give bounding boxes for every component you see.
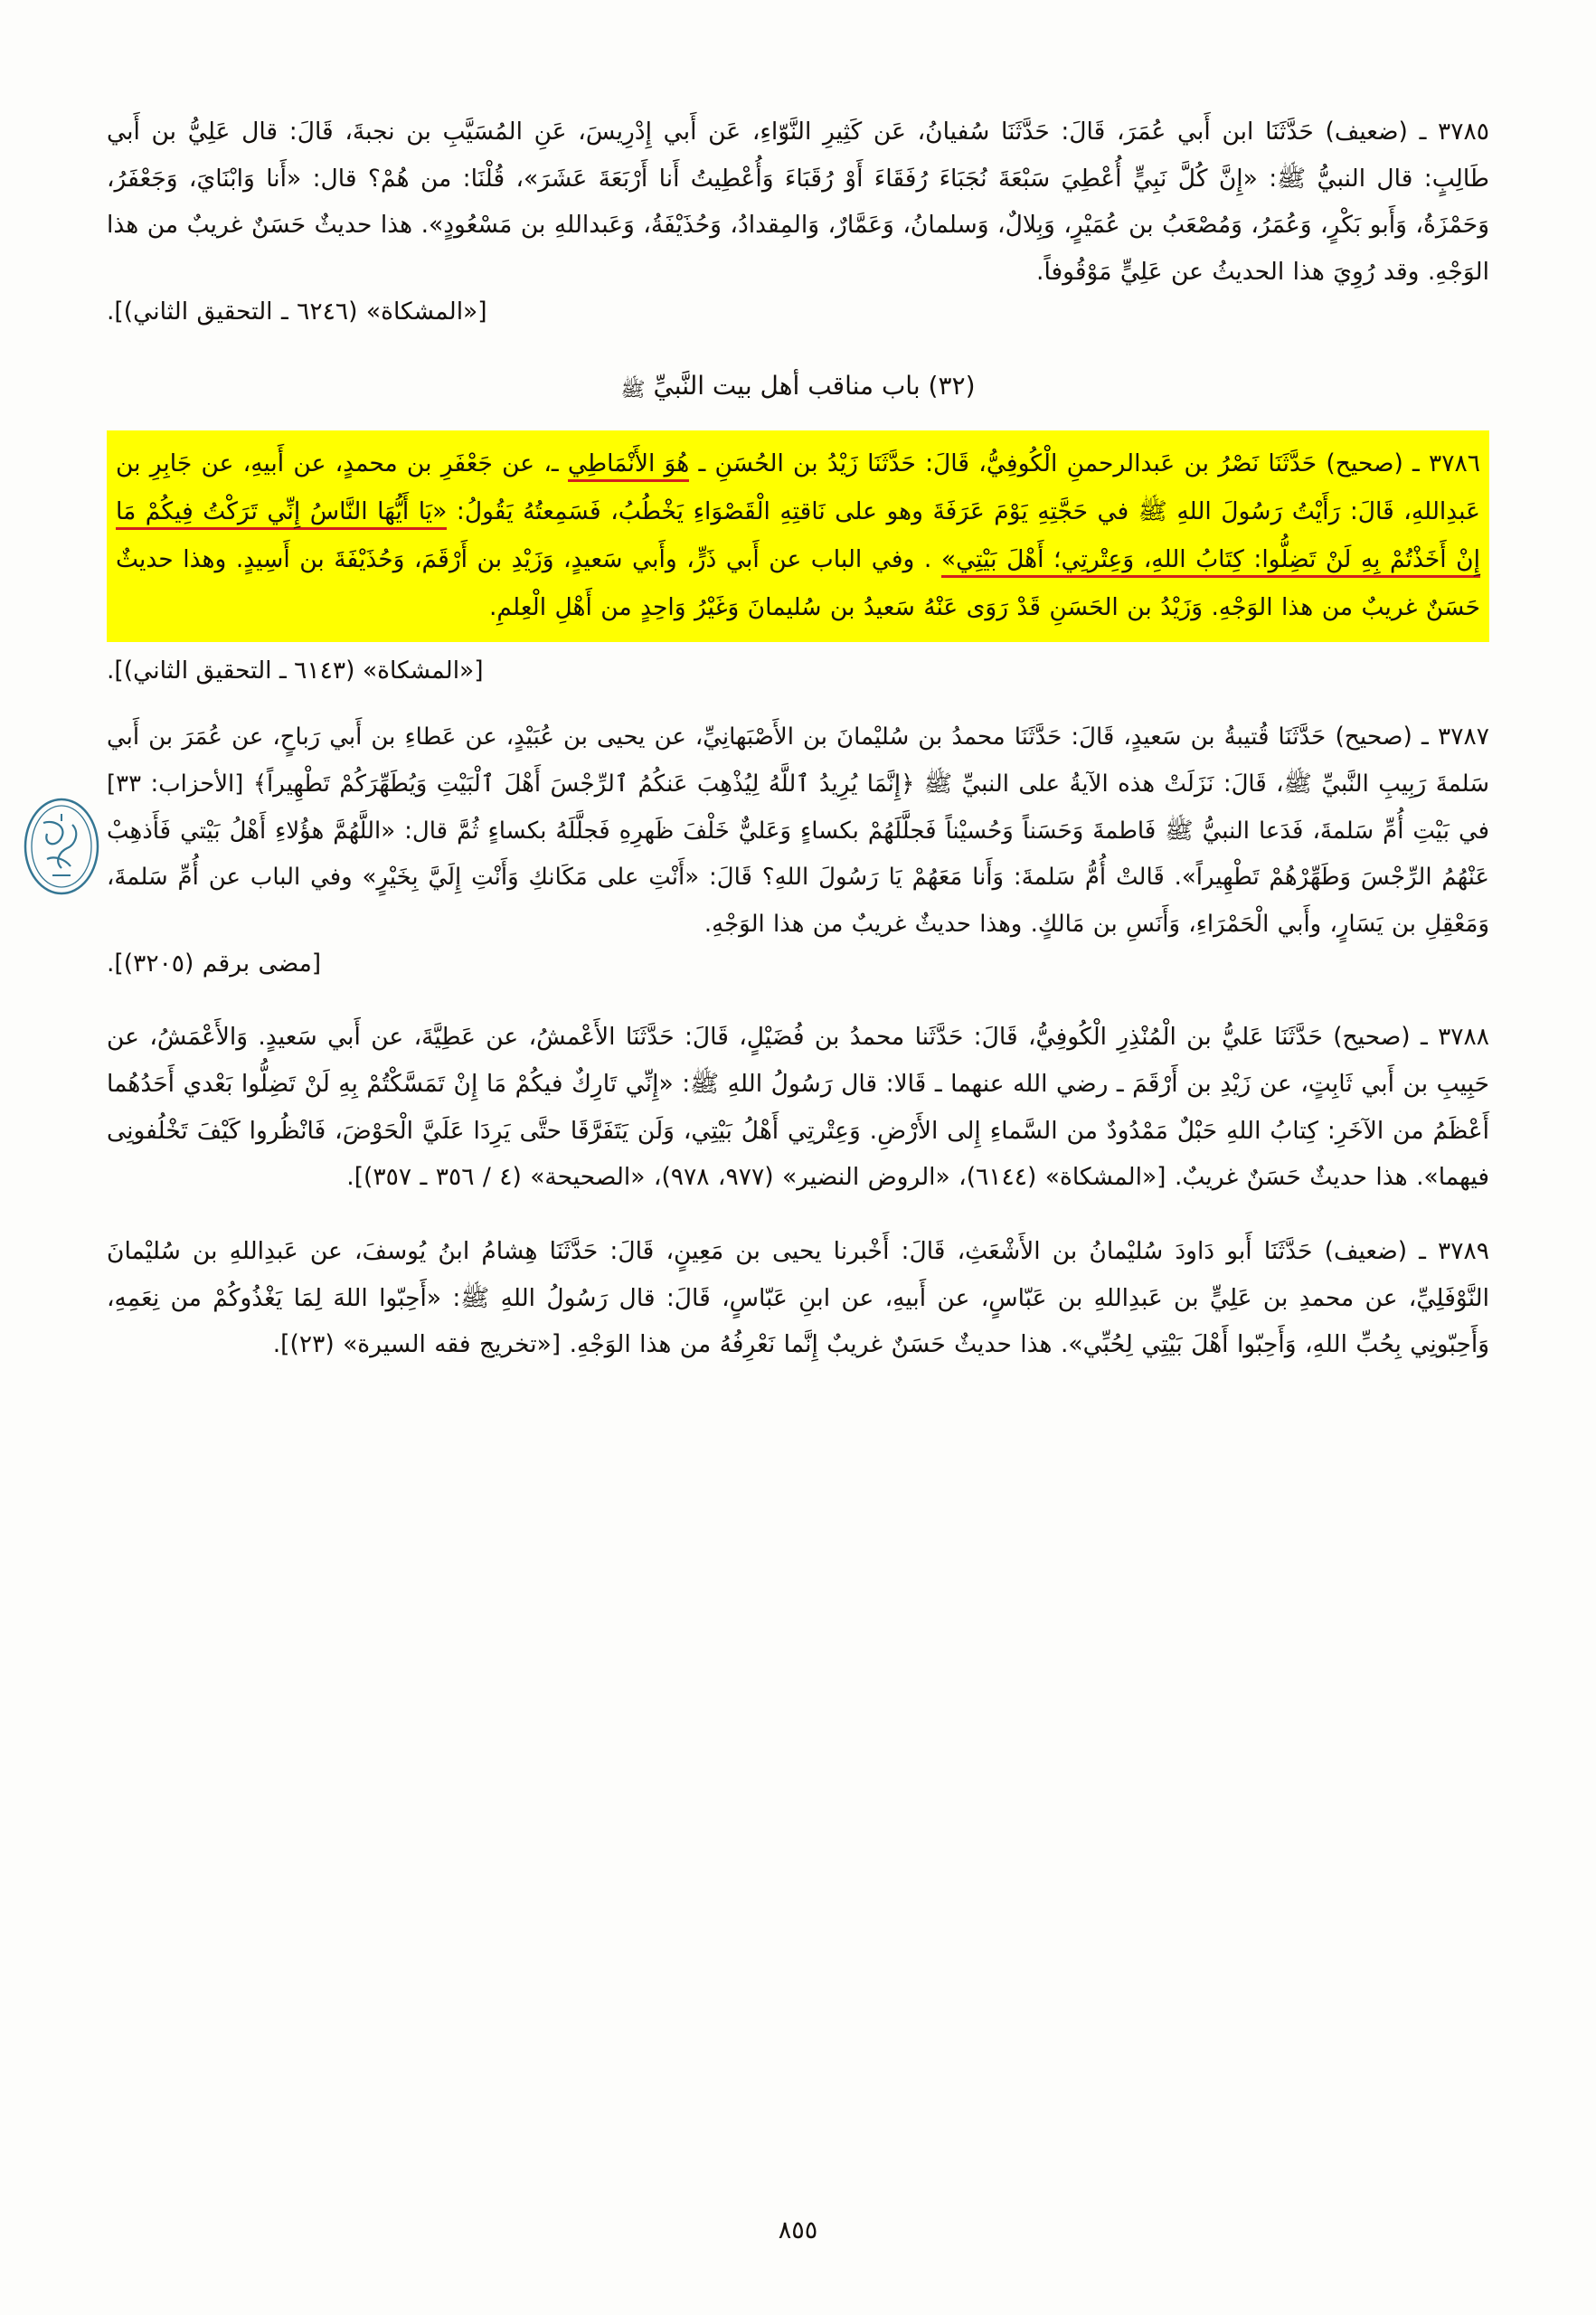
red-underlined-text-2: «يَا أَيُّهَا النَّاسُ إِنِّي تَرَكْتُ فِيكُمْ مَا إِنْ أَخَذْتُمْ بِهِ لَنْ تَضِلُّوا: كِتَابُ اللهِ، وَعِتْرتِي؛ أَهْلَ بَيْتِي» [116,497,1480,578]
hadith-text: حَدَّثَنَا عَليُّ بن الْمُنْذِرِ الْكُوفِيُّ، قَالَ: حَدَّثَنا محمدُ بن فُضَيْلٍ، قَالَ: حَدَّثَنَا الأَعْمشُ، عن عَطِيَّةَ، عن أَبي سَعيدٍ. وَالأَعْمَشُ، عن حَبِيبِ بن أَبي ثَابِتٍ، عن زَيْدِ بن أَرْقَمَ ـ رضي الله عنهما ـ قَالا: قال رَسُولُ اللهِ ﷺ: «إِنِّي تَارِكٌ فيكُمْ مَا إِنْ تَمَسَّكْتُمْ بِهِ لَنْ تَضِلُّوا بَعْدي أَحَدُهُما أَعْظَمُ من الآخَرِ: كِتابُ اللهِ حَبْلٌ مَمْدُودٌ من السَّماءِ إِلى الأَرْضِ. وَعِتْرتِي أَهْلُ بَيْتِي، وَلَن يَتَفَرَّقَا حتَّى يَرِدَا عَلَيَّ الْحَوْضَ، فَانْظُروا كَيْفَ تَخْلُفونِى فيهما». هذا حديثٌ حَسَنٌ غريبٌ. [107,1023,1489,1192]
hadith-entry [107,109,1489,335]
hadith-text: حَدَّثَنَا قُتيبةُ بن سَعيدٍ، قَالَ: حَدَّثَنَا محمدُ بن سُليْمانَ بن الأَصْبَهانِيِّ، عن يحيى بن عُبَيْدٍ، عن عَطاءِ بن أَبي رَباحٍ، عن عُمَرَ بن أَبي سَلمةَ رَبِيبِ النَّبيِّ ﷺ، قَالَ: نَزَلَتْ هذه الآيةُ على النبيِّ ﷺ ﴿إِنَّمَا يُرِيدُ ٱللَّهُ لِيُذْهِبَ عَنكُمُ ٱلرِّجْسَ أَهْلَ ٱلْبَيْتِ وَيُطَهِّرَكُمْ تَطْهِيراً﴾ [الأحزاب: ٣٣] في بَيْتِ أُمِّ سَلمةَ، فَدَعا النبيُّ ﷺ فَاطمةَ وَحَسَناً وَحُسيْناً فَجلَّلَهُمْ بكساءٍ وَعَليٌّ خَلْفَ ظَهرِهِ فَجلَّلَهُ بكساءٍ ثُمَّ قال: «اللَّهُمَّ هؤُلاءِ أَهْلُ بَيْتي فَأَذهِبْ عَنْهُمُ الرِّجْسَ وَطَهِّرْهُمْ تَطْهِيراً». قَالتْ أُمُّ سَلمةَ: وَأَنا مَعَهُمْ يَا رَسُولَ اللهِ؟ قَالَ: «أَنْتِ على مَكَانكِ وَأَنْتِ إِلَيَّ بِخَيْرٍ» وفي الباب عن أُمِّ سَلمةَ، وَمَعْقِلِ بن يَسَارٍ، وأَبي الْحَمْرَاءِ، وَأَنَسِ بن مَالكٍ. وهذا حديثٌ غريبٌ من هذا الوَجْهِ. [107,723,1489,938]
page-content [107,109,1489,1395]
waqf-seal-stamp [20,796,103,897]
hadith-text: حَدَّثَنَا ابن أَبي عُمَرَ، قَالَ: حَدَّثَنَا سُفيانُ، عَن كَثِيرِ النَّوّاءِ، عَن أَبي إِدْرِيسَ، عَنِ المُسَيَّبِ بن نجبةَ، قَالَ: قال عَلِيُّ بن أَبي طَالِبٍ: قال النبيُّ ﷺ: «إِنَّ كُلَّ نَبِيٍّ أُعْطِيَ سَبْعَةَ نُجَبَاءَ رُفَقَاءَ أَوْ رُقَبَاءَ وَأُعْطِيتُ أَنا أَرْبَعَةَ عَشَرَ»، قُلْنَا: من هُمْ؟ قال: «أَنا وَابْنَايَ، وَجَعْفَرُ، وَحَمْزَةُ، وَأَبو بَكْرٍ، وَعُمَرُ، وَمُصْعَبُ بن عُمَيْرٍ، وَبِلالٌ، وَسلمانُ، وَعَمَّارٌ، وَالمِقدادُ، وَحُذَيْفَةُ، وَعَبداللهِ بن مَسْعُودٍ». هذا حديثٌ حَسَنٌ غريبٌ من هذا الوَجْهِ. وقد رُوِيَ هذا الحديثُ عن عَلِيٍّ مَوْقُوفاً. [107,118,1489,287]
hadith-entry [107,1014,1489,1201]
red-underlined-text-1: هُوَ الأَنْمَاطِي [568,449,689,482]
highlighted-hadith-entry [107,430,1489,694]
yellow-highlight-region [107,430,1489,642]
hadith-grade: (صحيح) [1333,1023,1411,1052]
hadith-text-part1: حَدَّثَنَا نَصْرُ بن عَبدالرحمنِ الْكُوفِيُّ، قَالَ: حَدَّثَنَا زَيْدُ بن الحُسَنِ ـ [698,449,1317,477]
hadith-body: ٣٧٨٨ ـ (صحيح) حَدَّثَنَا عَليُّ بن الْمُنْذِرِ الْكُوفِيُّ، قَالَ: حَدَّثَنا محمدُ بن فُضَيْلٍ، قَالَ: حَدَّثَنَا الأَعْمشُ، عن عَطِيَّةَ، عن أَبي سَعيدٍ. وَالأَعْمَشُ، عن حَبِيبِ بن أَبي ثَابِتٍ، عن زَيْدِ بن أَرْقَمَ ـ رضي الله عنهما ـ قَالا: قال رَسُولُ اللهِ ﷺ: «إِنِّي تَارِكٌ فيكُمْ مَا إِنْ تَمَسَّكْتُمْ بِهِ لَنْ تَضِلُّوا بَعْدي أَحَدُهُما أَعْظَمُ من الآخَرِ: كِتابُ اللهِ حَبْلٌ مَمْدُودٌ من السَّماءِ إِلى الأَرْضِ. وَعِتْرتِي أَهْلُ بَيْتِي، وَلَن يَتَفَرَّقَا حتَّى يَرِدَا عَلَيَّ الْحَوْضَ، فَانْظُروا كَيْفَ تَخْلُفونِى فيهما». هذا حديثٌ حَسَنٌ غريبٌ. [«المشكاة» (٦١٤٤)، «الروض النضير» (٩٧٧، ٩٧٨)، «الصحيحة» (٤ / ٣٥٦ ـ ٣٥٧)]. [107,1023,1489,1192]
chapter-title: باب مناقب أهل بيت النَّبيِّ [653,371,921,402]
hadith-text-part2: ـ، عن جَعْفَرِ بن محمدٍ، عن أَبيهِ، عن جَابِرِ بن عَبدِاللهِ، قَالَ: رَأَيْتُ رَسُولَ اللهِ ﷺ في حَجَّتِهِ يَوْمَ عَرَفَةَ وهو على نَاقتِهِ الْقَصْوَاءِ يَخْطُبُ، فَسَمِعتُهُ يَقُولُ: [116,449,1480,525]
hadith-body: ٣٧٨٦ ـ (صحيح) حَدَّثَنَا نَصْرُ بن عَبدالرحمنِ الْكُوفِيُّ، قَالَ: حَدَّثَنَا زَيْدُ بن الحُسَنِ ـ هُوَ الأَنْمَاطِي ـ، عن جَعْفَرِ بن محمدٍ، عن أَبيهِ، عن جَابِرِ بن عَبدِاللهِ، قَالَ: رَأَيْتُ رَسُولَ اللهِ ﷺ في حَجَّتِهِ يَوْمَ عَرَفَةَ وهو على نَاقتِهِ الْقَصْوَاءِ يَخْطُبُ، فَسَمِعتُهُ يَقُولُ: «يَا أَيُّهَا النَّاسُ إِنِّي تَرَكْتُ فِيكُمْ مَا إِنْ أَخَذْتُمْ بِهِ لَنْ تَضِلُّوا: كِتَابُ اللهِ، وَعِتْرتِي؛ أَهْلَ بَيْتِي» . وفي الباب عن أَبي ذَرٍّ، وأَبي سَعيدٍ، وَزَيْدِ بن أَرْقَمَ، وَحُذَيْفَةَ بن أَسِيدٍ. وهذا حديثٌ حَسَنٌ غريبٌ من هذا الوَجْهِ. وَزَيْدُ بن الحَسَنِ قَدْ رَوَى عَنْهُ سَعيدُ بن سُليمانَ وَغَيْرُ وَاحِدٍ من أَهْلِ الْعِلمِ. [116,449,1480,621]
hadith-reference: [«المشكاة» (٦١٤٣ ـ التحقيق الثاني)]. [107,656,484,685]
page-number: ٨٥٥ [778,2216,818,2244]
hadith-reference: [«تخريج فقه السيرة» (٢٣)]. [272,1330,562,1359]
hadith-grade: (صحيح) [1335,723,1412,751]
hadith-number: ٣٧٨٥ [1438,118,1489,146]
hadith-reference: [«المشكاة» (٦٢٤٦ ـ التحقيق الثاني)]. [107,297,487,326]
chapter-number: (٣٢) [928,371,976,402]
hadith-reference: [«المشكاة» (٦١٤٤)، «الروض النضير» (٩٧٧، ٩٧٨)، «الصحيحة» (٤ / ٣٥٦ ـ ٣٥٧)]. [346,1163,1166,1192]
hadith-reference: [مضى برقم (٣٢٠٥)]. [107,949,322,978]
salla-honorific-icon: ﷺ [620,378,646,402]
chapter-heading [107,362,1489,410]
hadith-text-part3: . وفي الباب عن أَبي ذَرٍّ، وأَبي سَعيدٍ، وَزَيْدِ بن أَرْقَمَ، وَحُذَيْفَةَ بن أَسِيدٍ. وهذا حديثٌ حَسَنٌ غريبٌ من هذا الوَجْهِ. وَزَيْدُ بن الحَسَنِ قَدْ رَوَى عَنْهُ سَعيدُ بن سُليمانَ وَغَيْرُ وَاحِدٍ من أَهْلِ الْعِلمِ. [116,544,1480,621]
hadith-grade: (صحيح) [1326,449,1403,477]
hadith-number: ٣٧٨٧ [1438,723,1489,751]
hadith-text: حَدَّثَنَا أَبو دَاودَ سُليْمانُ بن الأَشْعَثِ، قَالَ: أَخْبرنا يحيى بن مَعِينٍ، قَالَ: حَدَّثَنَا هِشامُ ابنُ يُوسفَ، عن عَبدِاللهِ بن سُليْمانَ النَّوْفَلِيِّ، عن محمدِ بن عَلِيٍّ بن عَبدِاللهِ بن عَبّاسٍ، عن أَبيهِ، عن ابنِ عَبّاسٍ، قَالَ: قال رَسُولُ اللهِ ﷺ: «أَحِبّوا اللهَ لِمَا يَغْذُوكُمْ من نِعَمِهِ، وَأَحِبّونِي بِحُبِّ اللهِ، وَأَحِبّوا أَهْلَ بَيْتِي لِحُبِّي». هذا حديثٌ حَسَنٌ غريبٌ إِنَّما نَعْرِفُهُ من هذا الوَجْهِ. [107,1236,1489,1359]
hadith-entry [107,1228,1489,1368]
hadith-number: ٣٧٨٦ [1429,449,1480,477]
hadith-number: ٣٧٨٩ [1438,1236,1489,1265]
hadith-body: ٣٧٨٩ ـ (ضعيف) حَدَّثَنَا أَبو دَاودَ سُليْمانُ بن الأَشْعَثِ، قَالَ: أَخْبرنا يحيى بن مَعِينٍ، قَالَ: حَدَّثَنَا هِشامُ ابنُ يُوسفَ، عن عَبدِاللهِ بن سُليْمانَ النَّوْفَلِيِّ، عن محمدِ بن عَلِيٍّ بن عَبدِاللهِ بن عَبّاسٍ، عن أَبيهِ، عن ابنِ عَبّاسٍ، قَالَ: قال رَسُولُ اللهِ ﷺ: «أَحِبّوا اللهَ لِمَا يَغْذُوكُمْ من نِعَمِهِ، وَأَحِبّونِي بِحُبِّ اللهِ، وَأَحِبّوا أَهْلَ بَيْتِي لِحُبِّي». هذا حديثٌ حَسَنٌ غريبٌ إِنَّما نَعْرِفُهُ من هذا الوَجْهِ. [«تخريج فقه السيرة» (٢٣)]. [107,1236,1489,1359]
hadith-number: ٣٧٨٨ [1438,1023,1489,1052]
hadith-body: ٣٧٨٥ ـ (ضعيف) حَدَّثَنَا ابن أَبي عُمَرَ، قَالَ: حَدَّثَنَا سُفيانُ، عَن كَثِيرِ النَّوّاءِ، عَن أَبي إِدْرِيسَ، عَنِ المُسَيَّبِ بن نجبةَ، قَالَ: قال عَلِيُّ بن أَبي طَالِبٍ: قال النبيُّ ﷺ: «إِنَّ كُلَّ نَبِيٍّ أُعْطِيَ سَبْعَةَ نُجَبَاءَ رُفَقَاءَ أَوْ رُقَبَاءَ وَأُعْطِيتُ أَنا أَرْبَعَةَ عَشَرَ»، قُلْنَا: من هُمْ؟ قال: «أَنا وَابْنَايَ، وَجَعْفَرُ، وَحَمْزَةُ، وَأَبو بَكْرٍ، وَعُمَرُ، وَمُصْعَبُ بن عُمَيْرٍ، وَبِلالٌ، وَسلمانُ، وَعَمَّارٌ، وَالمِقدادُ، وَحُذَيْفَةُ، وَعَبداللهِ بن مَسْعُودٍ». هذا حديثٌ حَسَنٌ غريبٌ من هذا الوَجْهِ. وقد رُوِيَ هذا الحديثُ عن عَلِيٍّ مَوْقُوفاً. [107,118,1489,287]
hadith-body: ٣٧٨٧ ـ (صحيح) حَدَّثَنَا قُتيبةُ بن سَعيدٍ، قَالَ: حَدَّثَنَا محمدُ بن سُليْمانَ بن الأَصْبَهانِيِّ، عن يحيى بن عُبَيْدٍ، عن عَطاءِ بن أَبي رَباحٍ، عن عُمَرَ بن أَبي سَلمةَ رَبِيبِ النَّبيِّ ﷺ، قَالَ: نَزَلَتْ هذه الآيةُ على النبيِّ ﷺ ﴿إِنَّمَا يُرِيدُ ٱللَّهُ لِيُذْهِبَ عَنكُمُ ٱلرِّجْسَ أَهْلَ ٱلْبَيْتِ وَيُطَهِّرَكُمْ تَطْهِيراً﴾ [الأحزاب: ٣٣] في بَيْتِ أُمِّ سَلمةَ، فَدَعا النبيُّ ﷺ فَاطمةَ وَحَسَناً وَحُسيْناً فَجلَّلَهُمْ بكساءٍ وَعَليٌّ خَلْفَ ظَهرِهِ فَجلَّلَهُ بكساءٍ ثُمَّ قال: «اللَّهُمَّ هؤُلاءِ أَهْلُ بَيْتي فَأَذهِبْ عَنْهُمُ الرِّجْسَ وَطَهِّرْهُمْ تَطْهِيراً». قَالتْ أُمُّ سَلمةَ: وَأَنا مَعَهُمْ يَا رَسُولَ اللهِ؟ قَالَ: «أَنْتِ على مَكَانكِ وَأَنْتِ إِلَيَّ بِخَيْرٍ» وفي الباب عن أُمِّ سَلمةَ، وَمَعْقِلِ بن يَسَارٍ، وأَبي الْحَمْرَاءِ، وَأَنَسِ بن مَالكٍ. وهذا حديثٌ غريبٌ من هذا الوَجْهِ. [107,723,1489,938]
hadith-entry [107,713,1489,987]
hadith-grade: (ضعيف) [1325,118,1408,146]
hadith-grade: (ضعيف) [1324,1236,1408,1265]
